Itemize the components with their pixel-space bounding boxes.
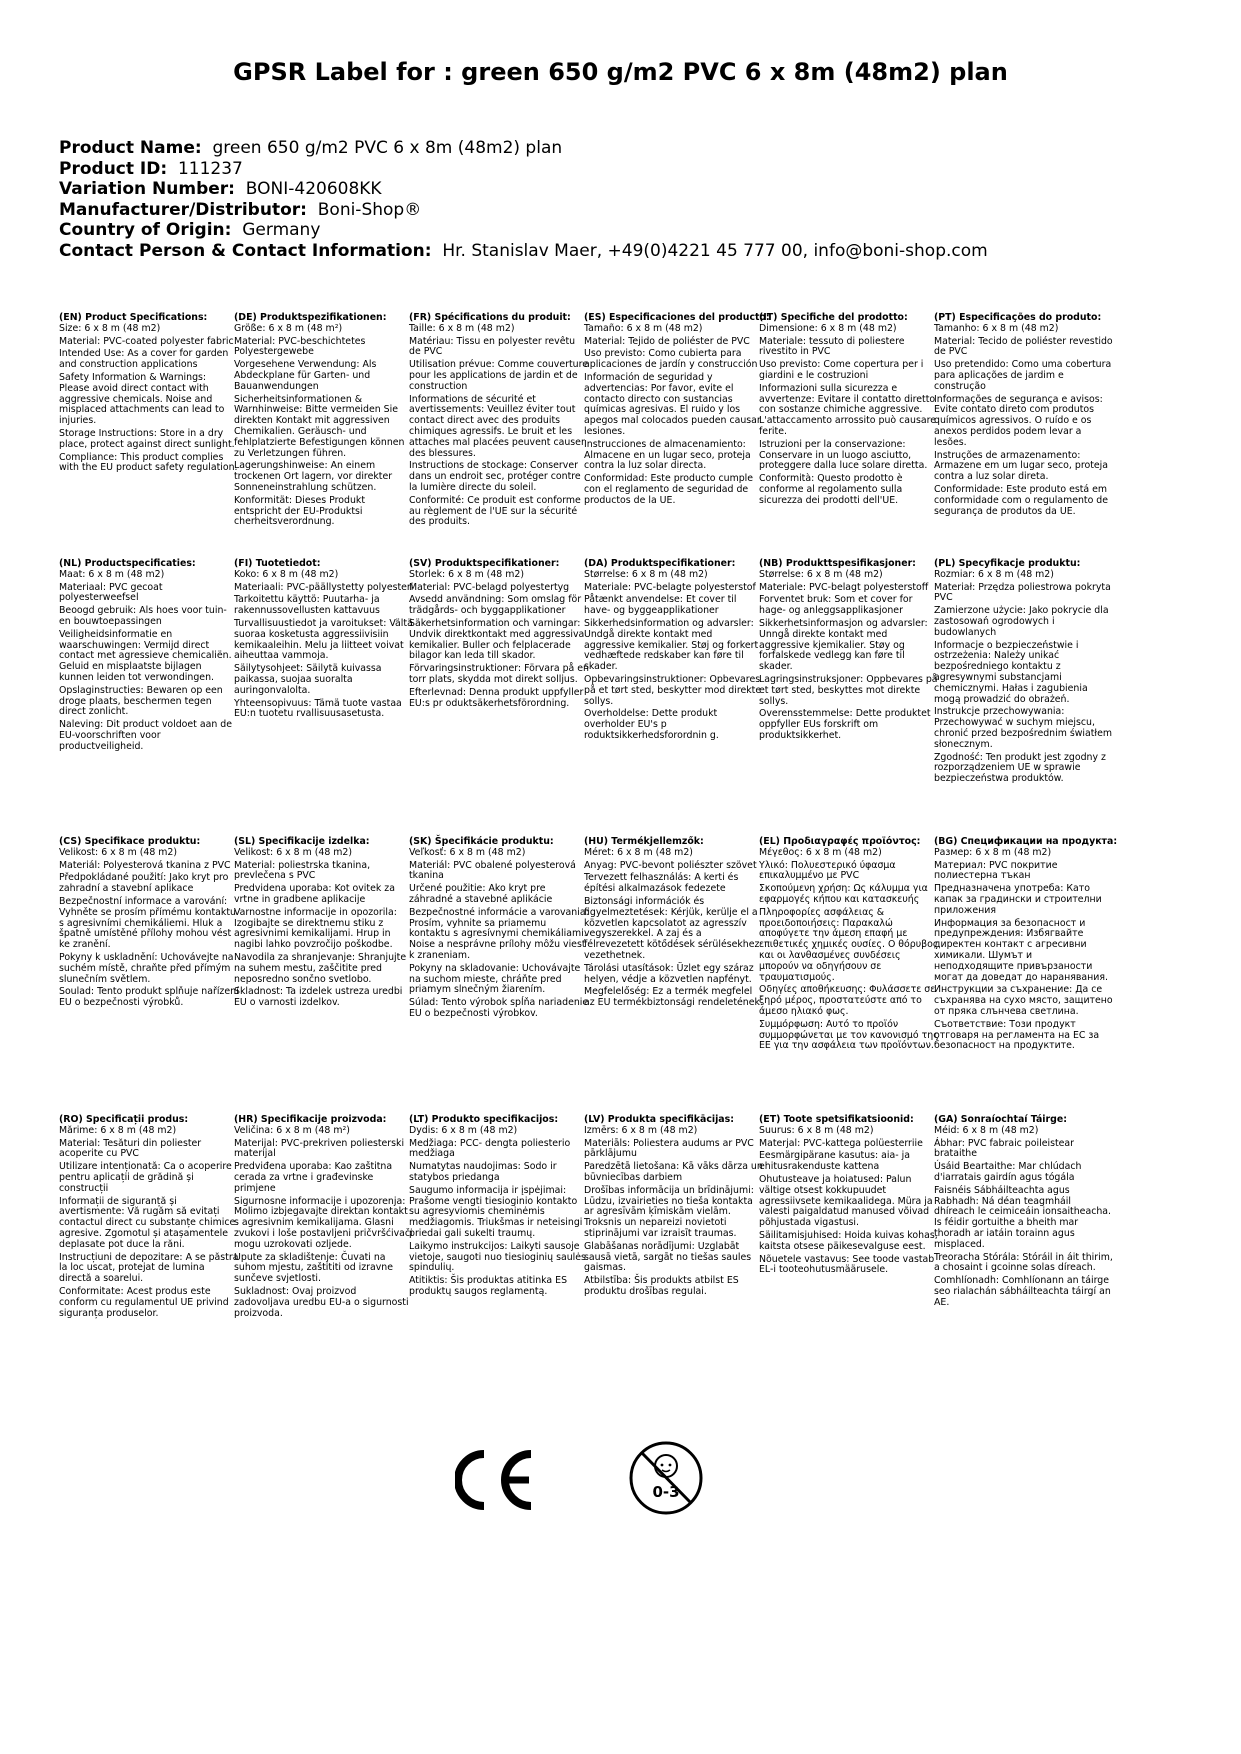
language-paragraph: Materiale: PVC-belagt polyesterstoff: [759, 581, 929, 593]
language-block: [59, 313, 239, 476]
language-paragraph: Materiaal: PVC gecoat polyesterweefsel: [59, 581, 163, 604]
language-block: [584, 559, 764, 744]
language-paragraph: Biztonsági információk és figyelmeztetések: Kérjük, kerülje el a közvetlen kapcsolatot az agresszív vegyszerekkel. A zaj és a félrevezetett kötődések sérülésekhez vezethetnek.: [584, 895, 760, 961]
language-paragraph: Sigurnosne informacije i upozorenja: Molimo izbjegavajte direktan kontakt s agresivnim kemikalijama. Glasni zvukovi i loše postavljeni pričvršćivači mogu uzrokovati ozljede.: [234, 1195, 413, 1250]
language-paragraph: Säilytysohjeet: Säilytä kuivassa paikassa, suojaa suoralta auringonvalolta.: [234, 663, 382, 696]
language-paragraph: Turvallisuustiedot ja varoitukset: Vältä suoraa kosketusta aggressiivisiin kemikaaleihin. Melu ja liitteet voivat aiheuttaa vammoja.: [234, 617, 413, 662]
language-paragraph: Rozmiar: 6 x 8 m (48 m2): [934, 568, 1054, 580]
language-paragraph: Οδηγίες αποθήκευσης: Φυλάσσετε σε ξηρό μέρος, προστατεύστε από το άμεσο ηλιακό φως.: [759, 984, 936, 1017]
language-paragraph: Skladnost: Ta izdelek ustreza uredbi EU o varnosti izdelkov.: [234, 986, 403, 1009]
language-paragraph: Materijal: PVC-prekriven poliesterski materijal: [234, 1137, 405, 1160]
language-paragraph: Uso previsto: Como cubierta para aplicaciones de jardín y construcción: [584, 348, 758, 371]
language-paragraph: Materiał: Przędza poliestrowa pokryta PVC: [934, 581, 1111, 604]
language-paragraph: Tamanho: 6 x 8 m (48 m2): [934, 322, 1059, 334]
language-paragraph: Materiál: PVC obalené polyesterová tkanina: [409, 859, 576, 882]
language-paragraph: Storage Instructions: Store in a dry place, protect against direct sunlight.: [59, 427, 235, 450]
language-paragraph: Nõuetele vastavus: See toode vastab EL-i tooteohutusmäärusele.: [759, 1253, 935, 1276]
language-paragraph: Informations de sécurité et avertissements: Veuillez éviter tout contact direct avec des produits chimiques agressifs. Le bruit et les attaches mal placées peuvent causer des blessures.: [409, 393, 585, 459]
language-block: [934, 1115, 1114, 1311]
language-paragraph: Yhteensopivuus: Tämä tuote vastaa EU:n tuotetu rvallisuusasetusta.: [234, 697, 402, 720]
language-paragraph: Suurus: 6 x 8 m (48 m2): [759, 1124, 874, 1136]
language-paragraph: Materiale: PVC-belagte polyesterstof: [584, 581, 756, 593]
info-value: green 650 g/m2 PVC 6 x 8m (48m2) plan: [212, 138, 563, 158]
language-paragraph: Navodila za shranjevanje: Shranjujte na suhem mestu, zaščitite pred neposredno sončno svetlobo.: [234, 951, 407, 985]
info-row: [59, 200, 988, 221]
language-paragraph: Overensstemmelse: Dette produktet oppfyller EUs forskrift om produktsikkerhet.: [759, 708, 931, 741]
language-paragraph: Υλικό: Πολυεστερικό ύφασμα επικαλυμμένο με PVC: [759, 859, 896, 882]
info-label: Product ID:: [59, 158, 168, 179]
language-heading: (DA) Produktspecifikationer:: [584, 558, 736, 569]
language-block: [409, 837, 589, 1022]
language-heading: (ES) Especificaciones del producto:: [584, 312, 770, 323]
language-heading: (PL) Specyfikacje produktu:: [934, 558, 1081, 569]
not-for-children-0-3-icon: [628, 1440, 704, 1516]
language-paragraph: Lagerungshinweise: An einem trockenen Ort lagern, vor direkter Sonneneinstrahlung schützen.: [234, 460, 393, 493]
language-heading: (ET) Toote spetsifikatsioonid:: [759, 1114, 914, 1125]
language-paragraph: Vorgesehene Verwendung: Als Abdeckplane für Garten- und Bauanwendungen: [234, 359, 377, 392]
language-paragraph: Pokyny k uskladnění: Uchovávejte na suchém místě, chraňte před přímým slunečním světlem.: [59, 951, 234, 985]
language-paragraph: Conformitate: Acest produs este conform cu regulamentul UE privind siguranța produselor.: [59, 1285, 229, 1319]
language-paragraph: Efterlevnad: Denna produkt uppfyller EU:s pr oduktsäkerhetsförordning.: [409, 686, 584, 709]
language-paragraph: Naleving: Dit product voldoet aan de EU-voorschriften voor productveiligheid.: [59, 719, 232, 752]
language-block: [234, 559, 414, 722]
language-paragraph: Mărime: 6 x 8 m (48 m2): [59, 1124, 177, 1136]
language-paragraph: Zgodność: Ten produkt jest zgodny z rozporządzeniem UE w sprawie bezpieczeństwa produktów.: [934, 751, 1106, 785]
language-paragraph: Laikymo instrukcijos: Laikyti sausoje vietoje, saugoti nuo tiesioginių saulės spindulių.: [409, 1240, 586, 1274]
language-paragraph: Tervezett felhasználás: A kerti és építési alkalmazások fedezete: [584, 872, 739, 895]
language-paragraph: Comhlíonadh: Comhlíonann an táirge seo rialachán sábháilteachta táirgí an AE.: [934, 1275, 1111, 1308]
language-paragraph: Informazioni sulla sicurezza e avvertenze: Evitare il contatto diretto con sostanze chimiche aggressive. L'attaccamento arrossito può causare ferite.: [759, 382, 937, 437]
language-paragraph: Instructions de stockage: Conserver dans un endroit sec, protéger contre la lumière directe du soleil.: [409, 460, 581, 493]
language-paragraph: Paredzētā lietošana: Kā vāks dārza un būvniecības darbiem: [584, 1161, 763, 1183]
language-paragraph: Eesmärgipärane kasutus: aia- ja ehitusrakenduste kattena: [759, 1150, 910, 1173]
language-paragraph: Materjal: PVC-kattega polüesterriie: [759, 1137, 923, 1149]
language-paragraph: Material: poliestrska tkanina, prevlečena s PVC: [234, 859, 371, 882]
language-heading: (FI) Tuotetiedot:: [234, 558, 321, 569]
language-paragraph: Uso previsto: Come copertura per i giardini e le costruzioni: [759, 359, 924, 381]
language-paragraph: Atbilstība: Šis produkts atbilst ES produktu drošības regulai.: [584, 1275, 739, 1297]
info-label: Variation Number:: [59, 179, 235, 199]
language-block: [934, 559, 1114, 787]
language-paragraph: Размер: 6 x 8 m (48 m2): [934, 846, 1052, 858]
info-label: Country of Origin:: [59, 220, 232, 240]
language-heading: (IT) Specifiche del prodotto:: [759, 312, 908, 323]
info-value: Hr. Stanislav Maer, +49(0)4221 45 777 00, info@boni-shop.com: [442, 240, 988, 261]
language-paragraph: Saugumo informacija ir įspėjimai: Prašome vengti tiesioginio kontakto su agresyviomis cheminėmis medžiagomis. Triukšmas ir neteisingi priedai gali sukelti traumų.: [409, 1184, 583, 1239]
language-paragraph: Beoogd gebruik: Als hoes voor tuin- en bouwtoepassingen: [59, 605, 227, 627]
language-block: [409, 559, 589, 711]
language-paragraph: Konformität: Dieses Produkt entspricht der EU-Produktsi cherheitsverordnung.: [234, 494, 366, 528]
language-paragraph: Conformité: Ce produit est conforme au règlement de l'UE sur la sécurité des produits.: [409, 494, 581, 528]
language-paragraph: Instrucțiuni de depozitare: A se păstra la loc uscat, protejat de lumina directă a soarelui.: [59, 1251, 239, 1285]
language-block: [409, 313, 589, 530]
language-paragraph: Materiál: Polyesterová tkanina z PVC: [59, 859, 231, 871]
language-paragraph: Информация за безопасност и предупреждения: Избягвайте директен контакт с агресивни химикали. Шумът и неподходящите привързаности могат да доведат до наранявания.: [934, 917, 1108, 983]
language-paragraph: Méid: 6 x 8 m (48 m2): [934, 1124, 1039, 1136]
language-block: [759, 1115, 939, 1278]
language-paragraph: Forventet bruk: Som et cover for hage- og anleggsapplikasjoner: [759, 594, 913, 617]
language-paragraph: Förvaringsinstruktioner: Förvara på en torr plats, skydda mot direkt solljus.: [409, 663, 589, 685]
language-paragraph: Veiligheidsinformatie en waarschuwingen: Vermijd direct contact met agressieve chemicaliën. Geluid en misplaatste bijlagen kunnen leiden tot verwondingen.: [59, 628, 232, 683]
language-paragraph: Πληροφορίες ασφάλειας & προειδοποιήσεις: Παρακαλώ αποφύγετε την άμεση επαφή με επιθετικές χημικές ουσίες. Ο θόρυβος και οι λανθασμένες συνδέσεις μπορούν να οδηγήσουν σε τραυματισμούς.: [759, 906, 939, 983]
language-paragraph: Numatytas naudojimas: Sodo ir statybos priedanga: [409, 1161, 557, 1183]
language-paragraph: Upute za skladištenje: Čuvati na suhom mjestu, zaštititi od izravne sunčeve svjetlosti.: [234, 1251, 394, 1285]
language-paragraph: Størrelse: 6 x 8 m (48 m2): [584, 568, 708, 580]
language-block: [584, 312, 770, 509]
info-row: [59, 138, 988, 159]
language-paragraph: Material: Tecido de poliéster revestido de PVC: [934, 335, 1113, 358]
language-paragraph: Dimensione: 6 x 8 m (48 m2): [759, 322, 897, 334]
language-paragraph: Méret: 6 x 8 m (48 m2): [584, 846, 693, 858]
language-paragraph: Predviđena uporaba: Kao zaštitna cerada za vrtne i građevinske primjene: [234, 1161, 393, 1194]
language-paragraph: Taille: 6 x 8 m (48 m2): [409, 322, 515, 334]
language-paragraph: Informații de siguranță și avertismente: Vă rugăm să evitați contactul direct cu substanțe chimice agresive. Zgomotul și atașamentele deplasate pot duce la răni.: [59, 1195, 236, 1250]
language-heading: (GA) Sonraíochtaí Táirge:: [934, 1114, 1067, 1125]
language-paragraph: Bezpečnostní informace a varování: Vyhněte se prosím přímému kontaktu s agresivními chemikáliemi. Hluk a špatně umístěné přílohy mohou vést ke zranění.: [59, 895, 236, 951]
language-heading: (EL) Προδιαγραφές προϊόντος:: [759, 836, 921, 847]
language-paragraph: Conformidade: Este produto está em conformidade com o regulamento de segurança de produtos da UE.: [934, 483, 1109, 517]
language-paragraph: Istruzioni per la conservazione: Conservare in un luogo asciutto, proteggere dalla luce solare diretta.: [759, 438, 928, 472]
language-heading: (SV) Produktspecifikationer:: [409, 558, 560, 569]
language-paragraph: Materiaali: PVC-päällystetty polyesteri: [234, 581, 414, 593]
language-paragraph: Materiāls: Poliestera audums ar PVC pārklājumu: [584, 1137, 754, 1160]
language-paragraph: Sikkerhedsinformation og advarsler: Undgå direkte kontakt med aggressive kemikalier. Støj og forkert vedhæftede redskaber kan føre til skader.: [584, 617, 759, 673]
language-paragraph: Koko: 6 x 8 m (48 m2): [234, 568, 339, 580]
language-paragraph: Veličina: 6 x 8 m (48 m²): [234, 1124, 350, 1136]
info-row: [59, 179, 988, 200]
language-paragraph: Información de seguridad y advertencias: Por favor, evite el contacto directo con sustancias químicas agresivas. El ruido y los apegos mal colocados pueden causar lesiones.: [584, 371, 761, 437]
age-label: 0-3: [652, 1483, 680, 1501]
language-paragraph: Uso pretendido: Como uma cobertura para aplicações de jardim e construção: [934, 359, 1112, 392]
language-heading: (CS) Specifikace produktu:: [59, 836, 201, 847]
language-block: [759, 313, 939, 509]
language-paragraph: Súlad: Tento výrobok spĺňa nariadenie EU o bezpečnosti výrobkov.: [409, 997, 589, 1019]
language-block: [759, 559, 939, 744]
language-paragraph: Ohutusteave ja hoiatused: Palun vältige otsest kokkupuudet agressiivsete kemikaalidega. Müra ja valesti paigaldatud manused võivad põhjustada vigastusi.: [759, 1173, 933, 1229]
language-heading: (EN) Product Specifications:: [59, 312, 208, 323]
language-heading: (LV) Produkta specifikācijas:: [584, 1114, 734, 1125]
language-heading: (SK) Špecifikácie produktu:: [409, 836, 554, 847]
language-paragraph: Izmērs: 6 x 8 m (48 m2): [584, 1124, 698, 1136]
language-paragraph: Størrelse: 6 x 8 m (48 m2): [759, 568, 883, 580]
info-row: [59, 220, 988, 241]
language-paragraph: Faisnéis Sábháilteachta agus Rabhadh: Ná déan teagmháil dhíreach le ceimiceáin ionsaitheacha. Is féidir gortuithe a bheith mar thoradh ar iatáin torainn agus misplaced.: [934, 1184, 1112, 1250]
language-paragraph: Instrukcje przechowywania: Przechowywać w suchym miejscu, chronić przed bezpośrednim światłem słonecznym.: [934, 706, 1112, 750]
language-paragraph: Utilizare intenționată: Ca o acoperire pentru aplicații de grădină și construcții: [59, 1161, 232, 1194]
language-heading: (SL) Specifikacije izdelka:: [234, 836, 370, 847]
info-label: Product Name:: [59, 138, 202, 158]
info-value: Boni-Shop®: [317, 199, 422, 220]
language-paragraph: Sicherheitsinformationen & Warnhinweise: Bitte vermeiden Sie direkten Kontakt mit aggressiven Chemikalien. Geräusch- und fehlplatzierte Befestigungen können zu Verletzungen führen.: [234, 393, 405, 459]
language-paragraph: Size: 6 x 8 m (48 m2): [59, 322, 161, 334]
language-paragraph: Conformità: Questo prodotto è conforme al regolamento sulla sicurezza dei prodotti dell'UE.: [759, 473, 903, 506]
info-row: [59, 159, 988, 180]
language-paragraph: Sikkerhetsinformasjon og advarsler: Unngå direkte kontakt med aggressive kjemikalier. Støy og forfalskede vedlegg kan føre til skader.: [759, 617, 928, 673]
info-row: [59, 241, 988, 262]
language-block: [59, 559, 239, 755]
language-paragraph: Съответствие: Този продукт отговаря на регламента на ЕС за безопасност на продуктите.: [934, 1018, 1100, 1052]
language-paragraph: Påtænkt anvendelse: Et cover til have- og byggeapplikationer: [584, 594, 737, 617]
language-paragraph: Sukladnost: Ovaj proizvod zadovoljava uredbu EU-a o sigurnosti proizvoda.: [234, 1285, 409, 1319]
language-paragraph: Avsedd användning: Som omslag för trädgårds- och byggapplikationer: [409, 594, 582, 617]
language-paragraph: Treoracha Stórála: Stóráil in áit thirim, a chosaint i gcoinne solas díreach.: [934, 1251, 1113, 1274]
language-paragraph: Материал: PVC покритие полиестерна тъкан: [934, 859, 1058, 882]
language-paragraph: Varnostne informacije in opozorila: Izogibajte se direktnemu stiku z agresivnimi kemikalijami. Hrup in nagibi lahko povzročijo poškodbe.: [234, 906, 397, 951]
language-paragraph: Veľkosť: 6 x 8 m (48 m2): [409, 846, 526, 858]
language-block: [759, 837, 939, 1054]
language-paragraph: Instruções de armazenamento: Armazene em um lugar seco, proteja contra a luz solar direta.: [934, 449, 1108, 483]
page-title: GPSR Label for : green 650 g/m2 PVC 6 x 8m (48m2) plan: [233, 58, 1008, 86]
language-paragraph: Megfelelőség: Ez a termék megfelel az EU termékbiztonsági rendeletének.: [584, 986, 763, 1009]
language-heading: (HU) Termékjellemzők:: [584, 836, 704, 847]
language-paragraph: Storlek: 6 x 8 m (48 m2): [409, 568, 525, 580]
language-block: [234, 837, 414, 1011]
language-heading: (NL) Productspecificaties:: [59, 558, 196, 569]
language-block: [59, 837, 239, 1011]
language-paragraph: Opbevaringsinstruktioner: Opbevares på et tørt sted, beskytter mod direkte sollys.: [584, 673, 762, 707]
language-paragraph: Ábhar: PVC fabraic poileistear brataithe: [934, 1137, 1075, 1160]
language-block: [934, 313, 1114, 519]
language-paragraph: Predvidena uporaba: Kot ovitek za vrtne in gradbene aplikacije: [234, 883, 395, 905]
language-heading: (FR) Spécifications du produit:: [409, 312, 571, 323]
language-paragraph: Maat: 6 x 8 m (48 m2): [59, 568, 165, 580]
info-label: Manufacturer/Distributor:: [59, 199, 307, 220]
language-paragraph: Σκοπούμενη χρήση: Ως κάλυμμα για εφαρμογές κήπου και κατασκευής: [759, 883, 928, 905]
language-paragraph: Dydis: 6 x 8 m (48 m2): [409, 1124, 518, 1136]
language-paragraph: Předpokládané použití: Jako kryt pro zahradní a stavební aplikace: [59, 872, 229, 895]
language-paragraph: Safety Information & Warnings: Please avoid direct contact with aggressive chemicals. Noise and misplaced attachments can lead to injuries.: [59, 371, 225, 427]
language-heading: (NB) Produkttspesifikasjoner:: [759, 558, 916, 569]
language-block: [234, 313, 414, 530]
language-paragraph: Velikost: 6 x 8 m (48 m2): [234, 846, 353, 858]
language-heading: (BG) Спецификации на продукта:: [934, 836, 1118, 847]
language-paragraph: Lagringsinstruksjoner: Oppbevares på et tørt sted, beskyttes mot direkte sollys.: [759, 673, 938, 707]
language-paragraph: Conformidad: Este producto cumple con el reglamento de seguridad de productos de la UE.: [584, 473, 754, 506]
language-paragraph: Größe: 6 x 8 m (48 m²): [234, 322, 343, 334]
language-paragraph: Compliance: This product complies with the EU product safety regulation.: [59, 451, 238, 474]
language-paragraph: Предназначена употреба: Като капак за градински и строителни приложения: [934, 883, 1102, 916]
info-label: Contact Person & Contact Information:: [59, 240, 432, 261]
language-paragraph: Material: Tesături din poliester acoperite cu PVC: [59, 1137, 202, 1160]
language-paragraph: Matériau: Tissu en polyester revêtu de PVC: [409, 335, 576, 358]
language-paragraph: Pokyny na skladovanie: Uchovávajte na suchom mieste, chráňte pred priamym slnečným žiarením.: [409, 962, 581, 996]
language-paragraph: Instrucciones de almacenamiento: Almacene en un lugar seco, proteja contra la luz solar directa.: [584, 438, 751, 472]
language-paragraph: Material: PVC-beschichtetes Polyestergewebe: [234, 335, 366, 358]
language-heading: (LT) Produkto specifikacijos:: [409, 1114, 559, 1125]
language-heading: (RO) Specificații produs:: [59, 1114, 189, 1125]
language-paragraph: Tarkoitettu käyttö: Puutarha- ja rakennussovellusten kattavuus: [234, 594, 380, 617]
language-paragraph: Tárolási utasítások: Üzlet egy száraz helyen, védje a közvetlen napfényt.: [584, 962, 754, 985]
language-paragraph: Drošības informācija un brīdinājumi: Lūdzu, izvairieties no tieša kontakta ar agresīvām ķīmiskām vielām. Troksnis un nepareizi novietoti stiprinājumi var izraisīt traumas.: [584, 1184, 754, 1239]
language-paragraph: Material: PVC-coated polyester fabric: [59, 335, 234, 347]
language-block: [409, 1115, 589, 1300]
language-paragraph: Bezpečnostné informácie a varovania: Prosím, vyhnite sa priamemu kontaktu s agresívnymi chemikáliami. Noise a nesprávne prílohy môžu viesť k zraneniam.: [409, 906, 589, 961]
language-paragraph: Atitiktis: Šis produktas atitinka ES produktų saugos reglamentą.: [409, 1275, 568, 1297]
language-paragraph: Materiale: tessuto di poliestere rivestito in PVC: [759, 335, 905, 358]
language-paragraph: Säkerhetsinformation och varningar: Undvik direktkontakt med aggressiva kemikalier. Buller och felplacerade bilagor kan leda till skador.: [409, 617, 585, 662]
language-block: [59, 1115, 239, 1321]
language-paragraph: Zamierzone użycie: Jako pokrycie dla zastosowań ogrodowych i budowlanych: [934, 605, 1109, 638]
language-paragraph: Overholdelse: Dette produkt overholder EU's p roduktsikkerhedsforordnin g.: [584, 708, 719, 741]
info-value: 111237: [177, 158, 243, 179]
language-paragraph: Инструкции за съхранение: Да се съхранява на сухо място, защитено от пряка слънчева светлина.: [934, 984, 1113, 1017]
language-paragraph: Úsáid Beartaithe: Mar chlúdach d'iarratais gairdín agus tógála: [934, 1161, 1082, 1183]
language-heading: (DE) Produktspezifikationen:: [234, 312, 387, 323]
language-heading: (PT) Especificações do produto:: [934, 312, 1102, 323]
language-block: [584, 1115, 764, 1300]
language-paragraph: Soulad: Tento produkt splňuje nařízení EU o bezpečnosti výrobků.: [59, 986, 239, 1009]
info-value: Germany: [242, 220, 321, 240]
language-paragraph: Intended Use: As a cover for garden and construction applications: [59, 348, 229, 371]
language-heading: (HR) Specifikacije proizvoda:: [234, 1114, 387, 1125]
language-paragraph: Glabāšanas norādījumi: Uzglabāt sausā vietā, sargāt no tiešas saules gaismas.: [584, 1240, 752, 1274]
language-paragraph: Συμμόρφωση: Αυτό το προϊόν συμμορφώνεται με τον κανονισμό της ΕΕ για την ασφάλεια των προϊόντων.: [759, 1018, 939, 1052]
language-block: [584, 837, 764, 1011]
language-paragraph: Anyag: PVC-bevont poliészter szövet: [584, 859, 757, 871]
language-block: [934, 836, 1118, 1054]
language-block: [234, 1115, 414, 1321]
language-paragraph: Tamaño: 6 x 8 m (48 m2): [584, 322, 703, 334]
language-paragraph: Material: PVC-belagd polyestertyg: [409, 581, 570, 593]
language-paragraph: Μέγεθος: 6 x 8 m (48 m2): [759, 846, 882, 858]
language-paragraph: Säilitamisjuhised: Hoida kuivas kohas, kaitsta otsese päikesevalguse eest.: [759, 1229, 938, 1252]
product-info: [59, 138, 988, 261]
info-value: BONI-420608KK: [245, 179, 382, 199]
language-paragraph: Medžiaga: PCC- dengta poliesterio medžiaga: [409, 1137, 571, 1160]
language-paragraph: Utilisation prévue: Comme couverture pour les applications de jardin et de construction: [409, 359, 589, 392]
language-paragraph: Informacje o bezpieczeństwie i ostrzeżenia: Należy unikać bezpośredniego kontaktu z agresywnymi substancjami chemicznymi. Hałas i zagubienia mogą prowadzić do obrażeń.: [934, 639, 1088, 705]
ce-mark-icon: [455, 1450, 537, 1510]
language-paragraph: Informações de segurança e avisos: Evite contato direto com produtos químicos agressivos. O ruído e os anexos perdidos podem levar a lesões.: [934, 393, 1103, 448]
language-paragraph: Velikost: 6 x 8 m (48 m2): [59, 846, 178, 858]
language-paragraph: Material: Tejido de poliéster de PVC: [584, 335, 750, 347]
language-paragraph: Opslaginstructies: Bewaren op een droge plaats, beschermen tegen direct zonlicht.: [59, 684, 223, 718]
language-paragraph: Určené použitie: Ako kryt pre záhradné a stavebné aplikácie: [409, 883, 553, 905]
